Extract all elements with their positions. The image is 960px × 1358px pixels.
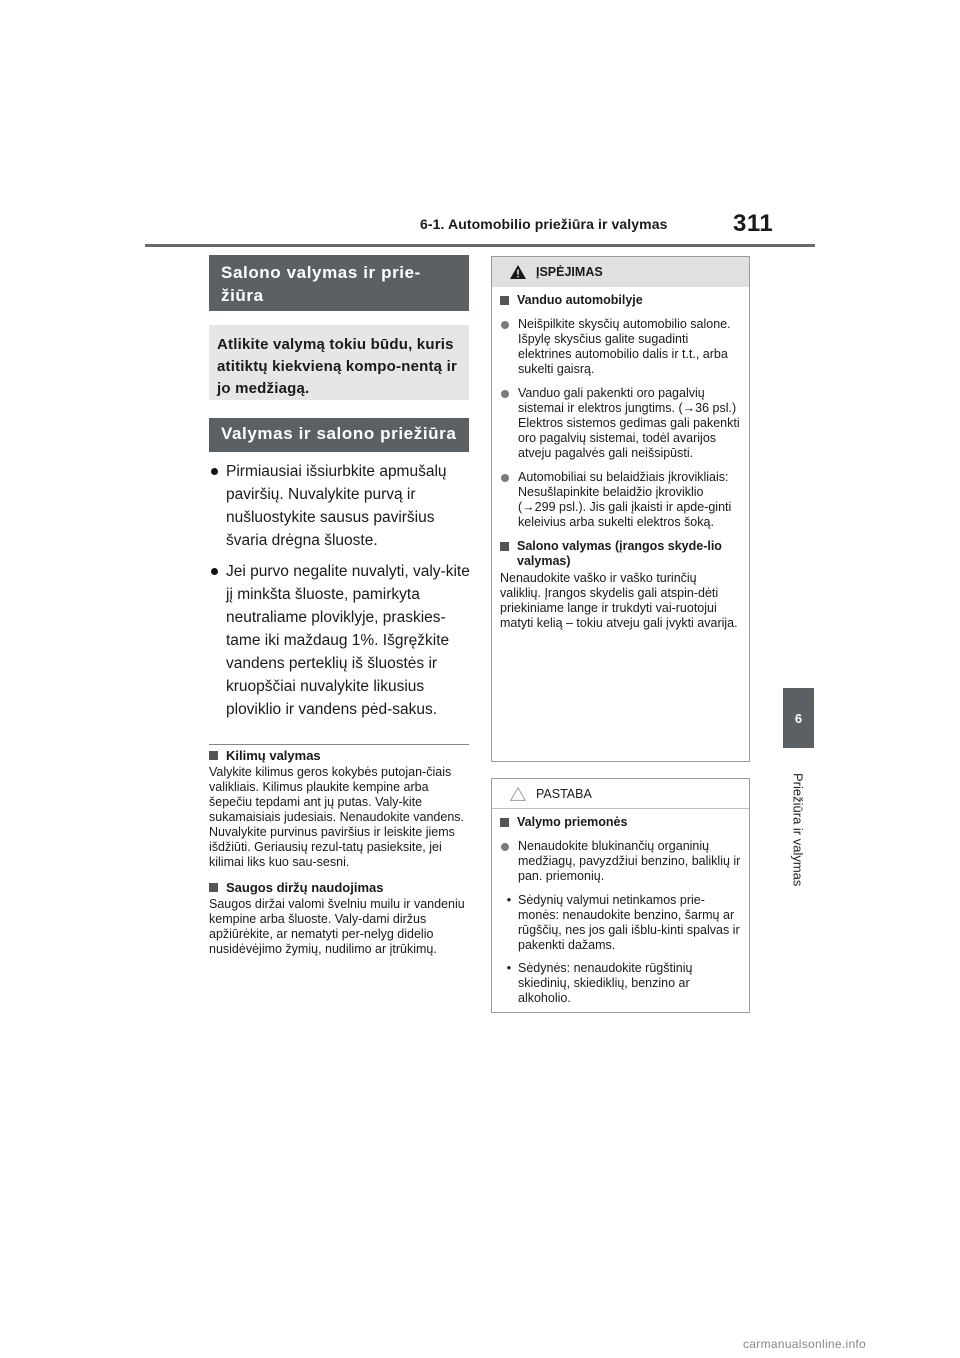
- bullet-icon: [501, 843, 509, 851]
- list-item-text: Pirmiausiai išsiurbkite apmušalų paviršių. Nuvalykite purvą ir nušluostykite sausus paviršius švaria drėgna šluoste.: [226, 463, 447, 549]
- section-divider: [209, 744, 469, 745]
- section-banner-cleaning: Salono valymas ir prie-žiūra: [209, 255, 469, 311]
- list-item: [500, 470, 741, 530]
- cleaning-steps: [211, 460, 471, 729]
- warning-body: [492, 287, 749, 631]
- list-item: [500, 893, 741, 953]
- section-title: 6-1. Automobilio priežiūra ir valymas: [420, 216, 668, 232]
- warning-triangle-icon: [510, 265, 526, 279]
- square-bullet-icon: [500, 818, 509, 827]
- caution-triangle-icon: [510, 787, 526, 801]
- list-item-text: Nenaudokite blukinančių organinių medžiagų, pavyzdžiui benzino, baliklių ir pan. priemonių.: [518, 839, 741, 883]
- note-box: [491, 778, 750, 1013]
- warning-box: [491, 256, 750, 762]
- list-item: [211, 560, 471, 721]
- warning-section-water: [500, 293, 741, 308]
- list-item-text: Sėdynės: nenaudokite rūgštinių skiedinių, skiediklių, benzino ar alkoholio.: [518, 961, 693, 1005]
- bullet-icon: [501, 321, 509, 329]
- subsection-heading: [209, 748, 471, 763]
- bullet-icon: [211, 568, 218, 575]
- list-item-text: Jei purvo negalite nuvalyti, valy-kite jį minkšta šluoste, pamirkyta neutraliame ploviklyje, praskies-tame iki maždaug 1%. Išgręžkite vandens perteklių iš šluostės ir kruopščiai nuvalykite likusius ploviklio ir vandens pėd-sakus.: [226, 563, 470, 718]
- bullet-icon: [501, 474, 509, 482]
- subsection-title: Valymo priemonės: [517, 815, 628, 829]
- warning-header: [492, 257, 749, 287]
- subsection-seatbelts: [209, 880, 471, 957]
- subsection-title: Salono valymas (įrangos skyde-lio valymas): [517, 539, 722, 568]
- subsection-carpet: [209, 748, 471, 870]
- square-bullet-icon: [500, 542, 509, 551]
- note-title: PASTABA: [536, 786, 592, 801]
- list-item: [211, 460, 471, 552]
- bullet-icon: [211, 468, 218, 475]
- subsection-text: Valykite kilimus geros kokybės putojan-čiais valikliais. Kilimus plaukite kempine arba šepečiu tepdami ant jų putas. Valy-kite sukamaisiais judesiais. Nenaudokite vandens. Nuvalykite purvinus paviršius ir leiskite jiems išdžiūti. Geriausių rezul-tatų pasieksite, jei kilimai liks kuo sau-sesni.: [209, 765, 465, 869]
- note-section-cleaners: [500, 815, 741, 830]
- square-bullet-icon: [209, 883, 218, 892]
- warning-section-dashboard: [500, 539, 741, 631]
- dot-bullet-icon: •: [506, 893, 512, 907]
- subsections: [209, 748, 471, 967]
- page-number: 311: [733, 210, 774, 237]
- subsection-text: Nenaudokite vaško ir vaško turinčių valiklių. Įrangos skydelis gali atspin-dėti priekiniame lange ir trukdyti vai-ruotojui matyti kelią – tokiu atveju gali įvykti avarija.: [500, 571, 738, 630]
- list-item-text: Neišpilkite skysčių automobilio salone. Išpylę skysčius galite sugadinti elektrines automobilio dalis ir t.t., arba sukelti gaisrą.: [518, 317, 731, 376]
- list-item-text: Automobiliai su belaidžiais įkrovikliais: Nesušlapinkite belaidžio įkroviklio (→299 psl.). Jis gali įkaisti ir apde-ginti keleivius arba sukelti elektros šoką.: [518, 470, 732, 529]
- intro-summary: Atlikite valymą tokiu būdu, kuris atitiktų kiekvieną kompo-nentą ir jo medžiagą.: [209, 325, 469, 400]
- list-item-text: Sėdynių valymui netinkamos prie-monės: nenaudokite benzino, šarmų ar rūgščių, nes jos gali išblu-kinti spalvas ir pakenkti dažams.: [518, 893, 740, 952]
- section-banner-maintenance: Valymas ir salono priežiūra: [209, 418, 469, 452]
- subsection-title: Vanduo automobilyje: [517, 293, 643, 307]
- list-item: [500, 961, 741, 1006]
- square-bullet-icon: [209, 751, 218, 760]
- subsection-text: Saugos diržai valomi švelniu muilu ir vandeniu kempine arba šluoste. Valy-dami diržus apžiūrėkite, ar nematyti per-nelyg didelio nusidėvėjimo žymių, nudilimo ar įtrūkimų.: [209, 897, 465, 956]
- warning-title: ĮSPĖJIMAS: [536, 265, 603, 279]
- subsection-heading: [500, 815, 741, 830]
- subsection-heading: [500, 539, 741, 569]
- list-item: [500, 386, 741, 461]
- watermark: carmanualsonline.info: [743, 1337, 867, 1351]
- chapter-label: [785, 760, 811, 900]
- list-item: [500, 317, 741, 377]
- subsection-title: Kilimų valymas: [226, 748, 321, 763]
- subsection-heading: [500, 293, 741, 308]
- chapter-label-text: Priežiūra ir valymas: [790, 773, 806, 887]
- subsection-heading: [209, 880, 471, 895]
- dot-bullet-icon: •: [506, 961, 512, 975]
- subsection-title: Saugos diržų naudojimas: [226, 880, 384, 895]
- square-bullet-icon: [500, 296, 509, 305]
- note-header: [492, 779, 749, 809]
- list-item-text: Vanduo gali pakenkti oro pagalvių sistemai ir elektros jungtims. (→36 psl.) Elektros sistemos gedimas gali pakenkti oro pagalvių sistemai, todėl avarijos atveju pagalvės gali neišsipūsti.: [518, 386, 740, 460]
- list-item: [500, 839, 741, 884]
- chapter-tab[interactable]: 6: [783, 688, 814, 748]
- note-body: [492, 809, 749, 1006]
- bullet-icon: [501, 390, 509, 398]
- header-divider: [145, 244, 815, 247]
